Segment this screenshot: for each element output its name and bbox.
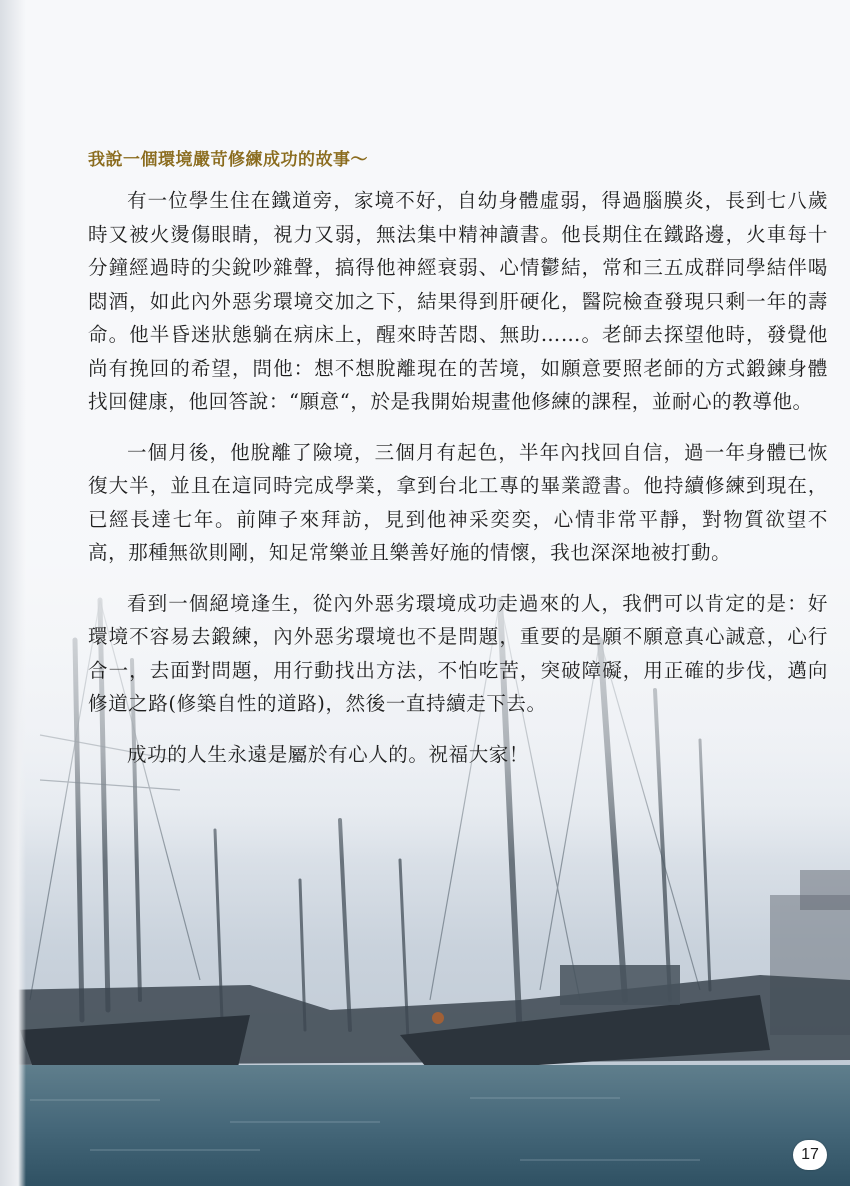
article-paragraph: 成功的人生永遠是屬於有心人的。祝福大家！ bbox=[127, 742, 530, 766]
article-paragraph: 有一位學生住在鐵道旁，家境不好，自幼身體虛弱，得過腦膜炎，長到七八歲時又被火燙傷眼睛，視力又弱，無法集中精神讀書。他長期住在鐵路邊，火車每十分鐘經過時的尖銳吵雜聲，搞得他神經衰弱、心情鬱結，常和三五成群同學結伴喝悶酒，如此內外惡劣環境交加之下，結果得到肝硬化，醫院檢查發現只剩一年的壽命。他半昏迷狀態躺在病床上，醒來時苦悶、無助……。老師去探望他時，發覺他尚有挽回的希望，問他：想不想脫離現在的苦境，如願意要照老師的方式鍛鍊身體找回健康，他回答說：“願意“，於是我開始規畫他修練的課程，並耐心的教導他。 bbox=[88, 189, 828, 413]
page-binding-edge bbox=[0, 0, 26, 1186]
article-paragraph: 看到一個絕境逢生，從內外惡劣環境成功走過來的人，我們可以肯定的是：好環境不容易去鍛練，內外惡劣環境也不是問題，重要的是願不願意真心誠意，心行合一，去面對問題，用行動找出方法，不怕吃苦，突破障礙，用正確的步伐，邁向修道之路(修築自性的道路)，然後一直持續走下去。 bbox=[88, 591, 828, 715]
article bbox=[88, 148, 828, 771]
article-heading: 我說一個環境嚴苛修練成功的故事～ bbox=[88, 150, 368, 170]
article-paragraph: 一個月後，他脫離了險境，三個月有起色，半年內找回自信，過一年身體已恢復大半，並且在這同時完成學業，拿到台北工專的畢業證書。他持續修練到現在，已經長達七年。前陣子來拜訪，見到他神采奕奕，心情非常平靜，對物質欲望不高，那種無欲則剛，知足常樂並且樂善好施的情懷，我也深深地被打動。 bbox=[88, 440, 828, 564]
page-number: 17 bbox=[793, 1140, 827, 1170]
